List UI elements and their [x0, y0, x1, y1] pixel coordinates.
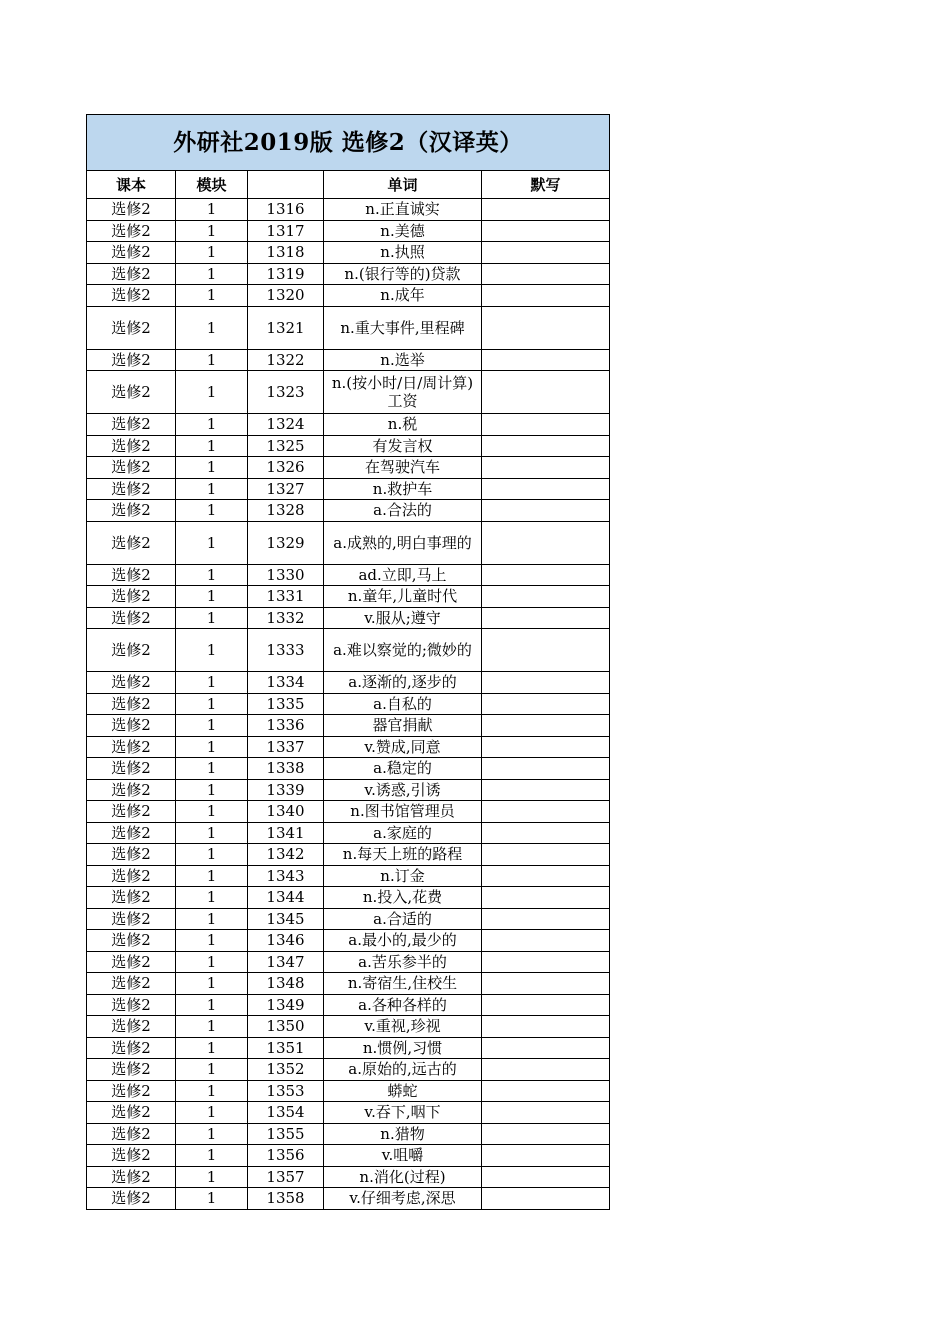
cell-number: 1343	[248, 865, 324, 887]
table-row	[87, 1016, 610, 1038]
cell-dictation[interactable]	[482, 1102, 610, 1124]
cell-dictation[interactable]	[482, 349, 610, 371]
table-row	[87, 887, 610, 909]
cell-module: 1	[176, 414, 248, 436]
cell-word: n.重大事件,里程碑	[324, 306, 482, 349]
cell-module: 1	[176, 1166, 248, 1188]
cell-module: 1	[176, 801, 248, 823]
table-row	[87, 242, 610, 264]
cell-textbook: 选修2	[87, 994, 176, 1016]
cell-textbook: 选修2	[87, 500, 176, 522]
cell-textbook: 选修2	[87, 801, 176, 823]
cell-textbook: 选修2	[87, 693, 176, 715]
table-row	[87, 908, 610, 930]
cell-textbook: 选修2	[87, 1080, 176, 1102]
cell-module: 1	[176, 586, 248, 608]
table-row	[87, 1145, 610, 1167]
table-row	[87, 586, 610, 608]
cell-number: 1341	[248, 822, 324, 844]
table-row	[87, 306, 610, 349]
cell-module: 1	[176, 1188, 248, 1210]
cell-word: a.稳定的	[324, 758, 482, 780]
cell-word: v.诱惑,引诱	[324, 779, 482, 801]
cell-dictation[interactable]	[482, 263, 610, 285]
table-row	[87, 801, 610, 823]
table-row	[87, 500, 610, 522]
cell-word: n.图书馆管理员	[324, 801, 482, 823]
cell-textbook: 选修2	[87, 521, 176, 564]
cell-module: 1	[176, 844, 248, 866]
cell-number: 1350	[248, 1016, 324, 1038]
cell-module: 1	[176, 973, 248, 995]
table-row	[87, 285, 610, 307]
cell-module: 1	[176, 500, 248, 522]
cell-dictation[interactable]	[482, 607, 610, 629]
cell-textbook: 选修2	[87, 672, 176, 694]
cell-number: 1333	[248, 629, 324, 672]
cell-number: 1353	[248, 1080, 324, 1102]
table-row	[87, 758, 610, 780]
cell-module: 1	[176, 1123, 248, 1145]
cell-word: v.仔细考虑,深思	[324, 1188, 482, 1210]
cell-word: n.救护车	[324, 478, 482, 500]
cell-module: 1	[176, 736, 248, 758]
table-row	[87, 1188, 610, 1210]
table-row	[87, 693, 610, 715]
cell-dictation[interactable]	[482, 220, 610, 242]
cell-module: 1	[176, 908, 248, 930]
cell-module: 1	[176, 199, 248, 221]
cell-module: 1	[176, 1059, 248, 1081]
cell-number: 1317	[248, 220, 324, 242]
cell-textbook: 选修2	[87, 844, 176, 866]
table-row	[87, 457, 610, 479]
header-textbook: 课本	[87, 171, 176, 199]
cell-module: 1	[176, 994, 248, 1016]
cell-textbook: 选修2	[87, 1037, 176, 1059]
cell-word: n.正直诚实	[324, 199, 482, 221]
cell-number: 1335	[248, 693, 324, 715]
cell-number: 1345	[248, 908, 324, 930]
cell-number: 1330	[248, 564, 324, 586]
cell-number: 1332	[248, 607, 324, 629]
cell-word: v.赞成,同意	[324, 736, 482, 758]
cell-textbook: 选修2	[87, 306, 176, 349]
cell-word: a.苦乐参半的	[324, 951, 482, 973]
cell-dictation[interactable]	[482, 414, 610, 436]
table-row	[87, 736, 610, 758]
cell-module: 1	[176, 779, 248, 801]
cell-number: 1329	[248, 521, 324, 564]
cell-word: a.最小的,最少的	[324, 930, 482, 952]
cell-number: 1351	[248, 1037, 324, 1059]
cell-word: 有发言权	[324, 435, 482, 457]
cell-word: n.投入,花费	[324, 887, 482, 909]
cell-dictation[interactable]	[482, 564, 610, 586]
cell-dictation[interactable]	[482, 693, 610, 715]
cell-textbook: 选修2	[87, 199, 176, 221]
cell-dictation[interactable]	[482, 1123, 610, 1145]
table-row	[87, 521, 610, 564]
cell-word: ad.立即,马上	[324, 564, 482, 586]
cell-dictation[interactable]	[482, 1145, 610, 1167]
cell-word: v.服从;遵守	[324, 607, 482, 629]
table-row	[87, 951, 610, 973]
cell-word: n.税	[324, 414, 482, 436]
cell-word: n.猎物	[324, 1123, 482, 1145]
table-row	[87, 607, 610, 629]
cell-textbook: 选修2	[87, 285, 176, 307]
cell-word: a.成熟的,明白事理的	[324, 521, 482, 564]
cell-dictation[interactable]	[482, 1016, 610, 1038]
cell-module: 1	[176, 349, 248, 371]
cell-number: 1327	[248, 478, 324, 500]
cell-dictation[interactable]	[482, 1188, 610, 1210]
cell-word: n.(按小时/日/周计算)工资	[324, 371, 482, 414]
cell-dictation[interactable]	[482, 951, 610, 973]
cell-textbook: 选修2	[87, 1123, 176, 1145]
table-row	[87, 371, 610, 414]
cell-word: n.美德	[324, 220, 482, 242]
cell-module: 1	[176, 629, 248, 672]
cell-dictation[interactable]	[482, 478, 610, 500]
cell-dictation[interactable]	[482, 199, 610, 221]
cell-number: 1356	[248, 1145, 324, 1167]
cell-dictation[interactable]	[482, 994, 610, 1016]
cell-textbook: 选修2	[87, 629, 176, 672]
cell-number: 1324	[248, 414, 324, 436]
cell-number: 1349	[248, 994, 324, 1016]
cell-textbook: 选修2	[87, 736, 176, 758]
cell-number: 1337	[248, 736, 324, 758]
cell-dictation[interactable]	[482, 672, 610, 694]
cell-word: 在驾驶汽车	[324, 457, 482, 479]
cell-word: n.童年,儿童时代	[324, 586, 482, 608]
cell-word: n.执照	[324, 242, 482, 264]
cell-number: 1334	[248, 672, 324, 694]
cell-module: 1	[176, 564, 248, 586]
cell-module: 1	[176, 715, 248, 737]
cell-textbook: 选修2	[87, 1188, 176, 1210]
header-module: 模块	[176, 171, 248, 199]
cell-module: 1	[176, 607, 248, 629]
table-row	[87, 1102, 610, 1124]
header-row	[87, 171, 610, 199]
cell-textbook: 选修2	[87, 1166, 176, 1188]
cell-dictation[interactable]	[482, 1166, 610, 1188]
cell-dictation[interactable]	[482, 887, 610, 909]
cell-textbook: 选修2	[87, 865, 176, 887]
cell-module: 1	[176, 435, 248, 457]
vocabulary-sheet	[86, 114, 610, 1210]
cell-dictation[interactable]	[482, 844, 610, 866]
cell-word: 蟒蛇	[324, 1080, 482, 1102]
cell-number: 1354	[248, 1102, 324, 1124]
table-row	[87, 263, 610, 285]
cell-textbook: 选修2	[87, 457, 176, 479]
cell-textbook: 选修2	[87, 822, 176, 844]
cell-module: 1	[176, 220, 248, 242]
cell-dictation[interactable]	[482, 908, 610, 930]
table-row	[87, 435, 610, 457]
cell-textbook: 选修2	[87, 349, 176, 371]
cell-textbook: 选修2	[87, 414, 176, 436]
cell-textbook: 选修2	[87, 1145, 176, 1167]
cell-number: 1320	[248, 285, 324, 307]
cell-word: a.各种各样的	[324, 994, 482, 1016]
cell-word: a.家庭的	[324, 822, 482, 844]
cell-dictation[interactable]	[482, 500, 610, 522]
cell-dictation[interactable]	[482, 435, 610, 457]
cell-word: v.咀嚼	[324, 1145, 482, 1167]
table-row	[87, 220, 610, 242]
cell-module: 1	[176, 478, 248, 500]
table-row	[87, 478, 610, 500]
cell-dictation[interactable]	[482, 521, 610, 564]
cell-word: n.消化(过程)	[324, 1166, 482, 1188]
table-row	[87, 199, 610, 221]
cell-module: 1	[176, 758, 248, 780]
cell-module: 1	[176, 672, 248, 694]
sheet-title: 外研社2019版 选修2（汉译英）	[87, 115, 610, 171]
header-number	[248, 171, 324, 199]
cell-word: n.寄宿生,住校生	[324, 973, 482, 995]
cell-module: 1	[176, 951, 248, 973]
table-row	[87, 1123, 610, 1145]
cell-word: a.逐渐的,逐步的	[324, 672, 482, 694]
cell-word: a.合适的	[324, 908, 482, 930]
cell-number: 1331	[248, 586, 324, 608]
cell-word: n.选举	[324, 349, 482, 371]
cell-number: 1339	[248, 779, 324, 801]
cell-dictation[interactable]	[482, 371, 610, 414]
cell-number: 1336	[248, 715, 324, 737]
table-row	[87, 865, 610, 887]
table-row	[87, 822, 610, 844]
cell-number: 1352	[248, 1059, 324, 1081]
cell-word: a.难以察觉的;微妙的	[324, 629, 482, 672]
cell-module: 1	[176, 371, 248, 414]
cell-dictation[interactable]	[482, 801, 610, 823]
cell-textbook: 选修2	[87, 220, 176, 242]
cell-dictation[interactable]	[482, 973, 610, 995]
cell-module: 1	[176, 521, 248, 564]
cell-dictation[interactable]	[482, 758, 610, 780]
cell-number: 1348	[248, 973, 324, 995]
cell-module: 1	[176, 822, 248, 844]
cell-dictation[interactable]	[482, 736, 610, 758]
cell-module: 1	[176, 865, 248, 887]
table-row	[87, 715, 610, 737]
cell-number: 1344	[248, 887, 324, 909]
cell-textbook: 选修2	[87, 887, 176, 909]
table-row	[87, 844, 610, 866]
cell-number: 1355	[248, 1123, 324, 1145]
cell-module: 1	[176, 285, 248, 307]
cell-number: 1358	[248, 1188, 324, 1210]
cell-textbook: 选修2	[87, 758, 176, 780]
cell-module: 1	[176, 1016, 248, 1038]
cell-word: n.成年	[324, 285, 482, 307]
cell-number: 1338	[248, 758, 324, 780]
cell-textbook: 选修2	[87, 908, 176, 930]
header-word: 单词	[324, 171, 482, 199]
cell-textbook: 选修2	[87, 263, 176, 285]
cell-number: 1326	[248, 457, 324, 479]
cell-number: 1316	[248, 199, 324, 221]
cell-textbook: 选修2	[87, 1102, 176, 1124]
table-row	[87, 1080, 610, 1102]
cell-textbook: 选修2	[87, 715, 176, 737]
cell-dictation[interactable]	[482, 1059, 610, 1081]
cell-module: 1	[176, 693, 248, 715]
header-dictation: 默写	[482, 171, 610, 199]
cell-dictation[interactable]	[482, 822, 610, 844]
table-row	[87, 414, 610, 436]
cell-number: 1321	[248, 306, 324, 349]
cell-dictation[interactable]	[482, 779, 610, 801]
cell-number: 1318	[248, 242, 324, 264]
cell-textbook: 选修2	[87, 1016, 176, 1038]
cell-dictation[interactable]	[482, 285, 610, 307]
cell-textbook: 选修2	[87, 242, 176, 264]
cell-number: 1328	[248, 500, 324, 522]
cell-textbook: 选修2	[87, 973, 176, 995]
cell-number: 1319	[248, 263, 324, 285]
table-row	[87, 672, 610, 694]
cell-module: 1	[176, 1080, 248, 1102]
cell-word: v.重视,珍视	[324, 1016, 482, 1038]
cell-textbook: 选修2	[87, 951, 176, 973]
cell-dictation[interactable]	[482, 865, 610, 887]
cell-textbook: 选修2	[87, 779, 176, 801]
cell-textbook: 选修2	[87, 435, 176, 457]
table-row	[87, 1166, 610, 1188]
cell-dictation[interactable]	[482, 715, 610, 737]
cell-textbook: 选修2	[87, 371, 176, 414]
table-row	[87, 629, 610, 672]
cell-word: n.惯例,习惯	[324, 1037, 482, 1059]
table-row	[87, 1059, 610, 1081]
cell-module: 1	[176, 1037, 248, 1059]
table-row	[87, 1037, 610, 1059]
table-row	[87, 779, 610, 801]
cell-dictation[interactable]	[482, 1080, 610, 1102]
cell-textbook: 选修2	[87, 930, 176, 952]
table-row	[87, 564, 610, 586]
cell-module: 1	[176, 457, 248, 479]
cell-module: 1	[176, 1145, 248, 1167]
cell-textbook: 选修2	[87, 564, 176, 586]
cell-word: a.原始的,远古的	[324, 1059, 482, 1081]
cell-word: a.合法的	[324, 500, 482, 522]
cell-dictation[interactable]	[482, 930, 610, 952]
cell-number: 1342	[248, 844, 324, 866]
table-row	[87, 973, 610, 995]
cell-word: 器官捐献	[324, 715, 482, 737]
cell-dictation[interactable]	[482, 586, 610, 608]
cell-word: n.每天上班的路程	[324, 844, 482, 866]
cell-textbook: 选修2	[87, 586, 176, 608]
cell-number: 1322	[248, 349, 324, 371]
cell-number: 1340	[248, 801, 324, 823]
cell-textbook: 选修2	[87, 607, 176, 629]
cell-module: 1	[176, 930, 248, 952]
table-row	[87, 349, 610, 371]
cell-number: 1347	[248, 951, 324, 973]
table-body	[87, 199, 610, 1210]
cell-module: 1	[176, 242, 248, 264]
cell-word: a.自私的	[324, 693, 482, 715]
cell-number: 1346	[248, 930, 324, 952]
cell-dictation[interactable]	[482, 1037, 610, 1059]
cell-dictation[interactable]	[482, 629, 610, 672]
cell-word: v.吞下,咽下	[324, 1102, 482, 1124]
cell-module: 1	[176, 887, 248, 909]
cell-module: 1	[176, 306, 248, 349]
cell-word: n.订金	[324, 865, 482, 887]
cell-module: 1	[176, 263, 248, 285]
cell-textbook: 选修2	[87, 1059, 176, 1081]
cell-textbook: 选修2	[87, 478, 176, 500]
table-row	[87, 994, 610, 1016]
cell-dictation[interactable]	[482, 457, 610, 479]
cell-number: 1357	[248, 1166, 324, 1188]
cell-number: 1325	[248, 435, 324, 457]
table-row	[87, 930, 610, 952]
cell-number: 1323	[248, 371, 324, 414]
cell-word: n.(银行等的)贷款	[324, 263, 482, 285]
cell-dictation[interactable]	[482, 306, 610, 349]
cell-module: 1	[176, 1102, 248, 1124]
cell-dictation[interactable]	[482, 242, 610, 264]
